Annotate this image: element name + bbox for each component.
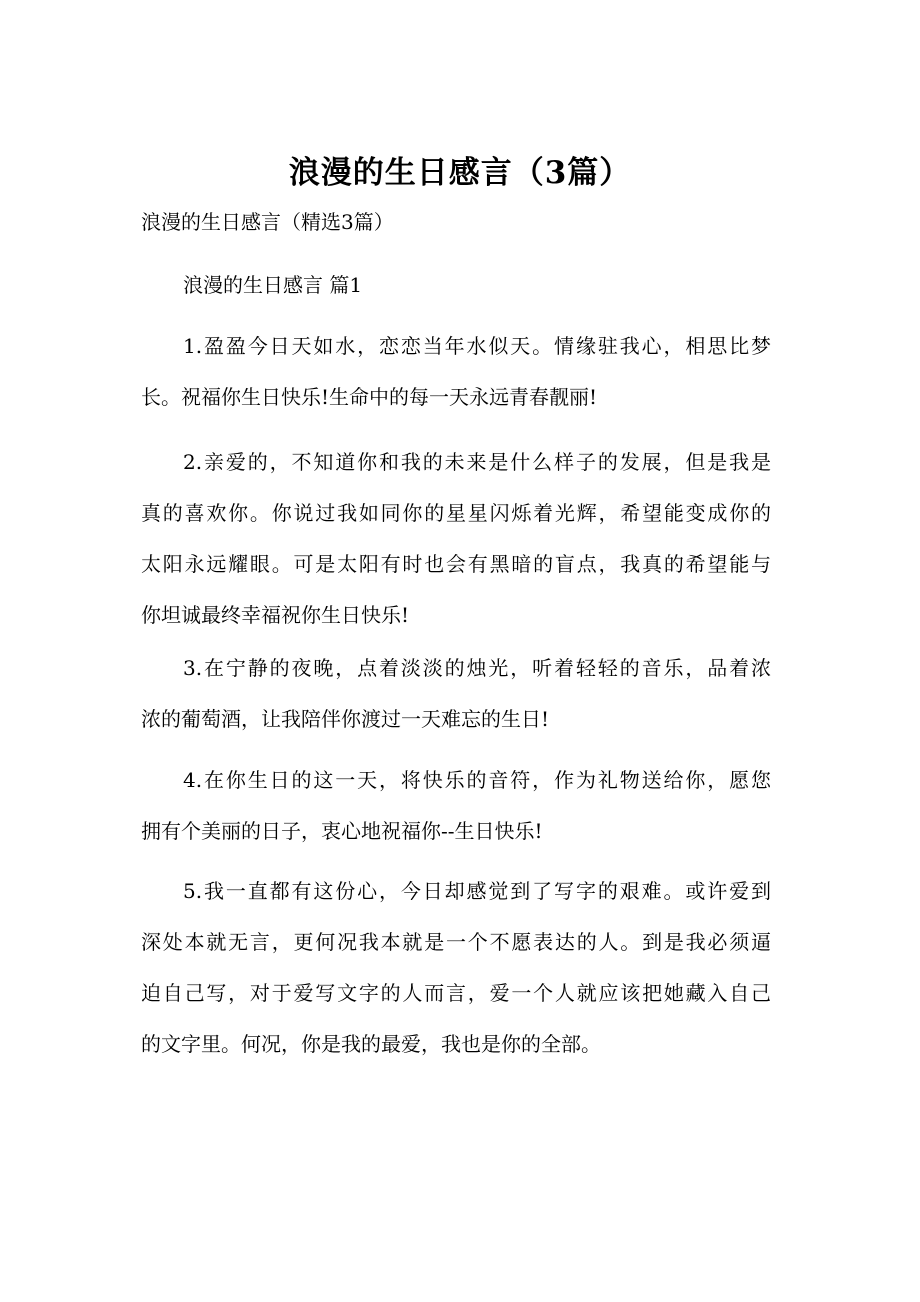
document-subtitle: 浪漫的生日感言（精选3篇） xyxy=(141,210,394,234)
paragraph-line: 5.我一直都有这份心，今日却感觉到了写字的艰难。或许爱到 xyxy=(183,879,771,903)
paragraph-line: 真的喜欢你。你说过我如同你的星星闪烁着光辉，希望能变成你的 xyxy=(141,501,771,525)
paragraph-4 xyxy=(141,755,771,857)
paragraph-1 xyxy=(141,321,771,423)
paragraph-5 xyxy=(141,866,771,1070)
paragraph-line: 浓的葡萄酒，让我陪伴你渡过一天难忘的生日! xyxy=(141,707,550,731)
paragraph-line: 3.在宁静的夜晚，点着淡淡的烛光，听着轻轻的音乐，品着浓 xyxy=(183,656,771,680)
document-title: 浪漫的生日感言（3篇） xyxy=(288,155,632,191)
paragraph-line: 拥有个美丽的日子，衷心地祝福你--生日快乐! xyxy=(141,819,543,843)
paragraph-line: 4.在你生日的这一天，将快乐的音符，作为礼物送给你，愿您 xyxy=(183,768,771,792)
paragraph-line: 迫自己写，对于爱写文字的人而言，爱一个人就应该把她藏入自己 xyxy=(141,981,771,1005)
paragraph-line: 深处本就无言，更何况我本就是一个不愿表达的人。到是我必须逼 xyxy=(141,930,771,954)
paragraph-line: 长。祝福你生日快乐!生命中的每一天永远青春靓丽! xyxy=(141,385,598,409)
paragraph-line: 你坦诚最终幸福祝你生日快乐! xyxy=(141,603,410,627)
paragraph-line: 2.亲爱的，不知道你和我的未来是什么样子的发展，但是我是 xyxy=(183,450,771,474)
paragraph-line: 的文字里。何况，你是我的最爱，我也是你的全部。 xyxy=(141,1032,601,1056)
paragraph-2 xyxy=(141,437,771,641)
paragraph-line: 太阳永远耀眼。可是太阳有时也会有黑暗的盲点，我真的希望能与 xyxy=(141,552,771,576)
paragraph-line: 1.盈盈今日天如水，恋恋当年水似天。情缘驻我心，相思比梦 xyxy=(183,334,771,358)
paragraph-3 xyxy=(141,643,771,745)
section-heading: 浪漫的生日感言 篇1 xyxy=(183,273,363,297)
